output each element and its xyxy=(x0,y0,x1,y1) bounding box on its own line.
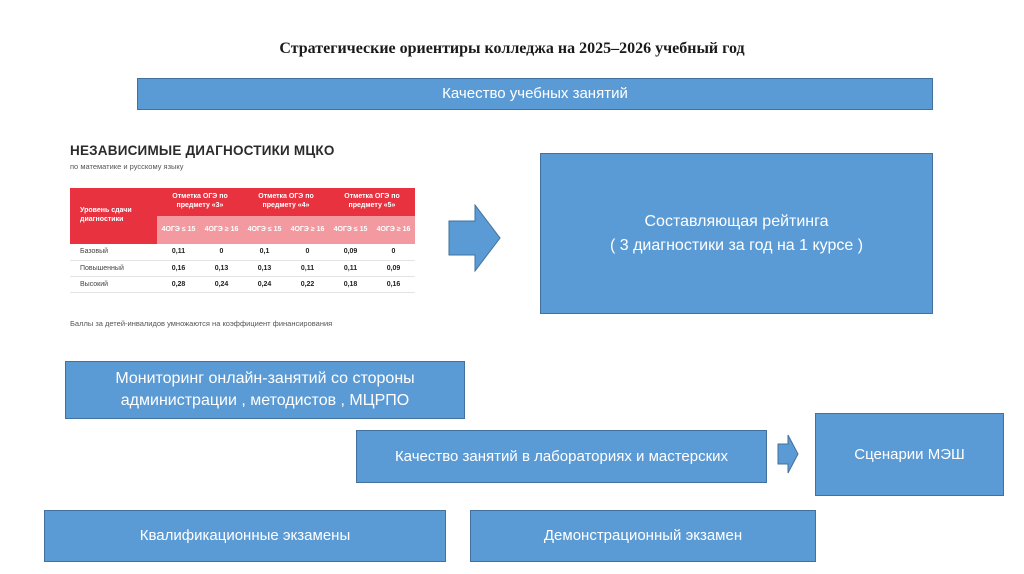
monitoring-line-1: Мониторинг онлайн-занятий со стороны xyxy=(115,370,415,388)
sub-header: 4ОГЭ ≥ 16 xyxy=(372,216,415,244)
table-cell: 0,1 xyxy=(243,244,286,260)
table-cell: 0 xyxy=(372,244,415,260)
diagnostics-table xyxy=(70,188,415,293)
rating-line-2: ( 3 диагностики за год на 1 курсе ) xyxy=(609,236,864,254)
sub-header: 4ОГЭ ≥ 16 xyxy=(200,216,243,244)
rating-box xyxy=(540,153,933,314)
table-cell: 0,11 xyxy=(286,260,329,276)
corner-header: Уровень сдачи диагностики xyxy=(70,188,157,244)
table-cell: 0,09 xyxy=(329,244,372,260)
arrow-right-icon xyxy=(448,204,502,272)
monitoring-box xyxy=(65,361,465,419)
diagnostics-subtitle: по математике и русскому языку xyxy=(70,162,184,171)
group-header: Отметка ОГЭ по предмету «3» xyxy=(157,188,243,216)
sub-header: 4ОГЭ ≤ 15 xyxy=(243,216,286,244)
table-cell: 0,28 xyxy=(157,276,200,292)
table-cell: 0 xyxy=(200,244,243,260)
mesh-box-label: Сценарии МЭШ xyxy=(854,445,965,463)
demo-exam-label: Демонстрационный экзамен xyxy=(543,527,743,545)
monitoring-line-2: администрации , методистов , МЦРПО xyxy=(120,392,410,409)
quality-box-label: Качество учебных занятий xyxy=(442,85,628,103)
table-cell: 0,13 xyxy=(243,260,286,276)
diagnostics-title: НЕЗАВИСИМЫЕ ДИАГНОСТИКИ МЦКО xyxy=(70,143,335,158)
group-header: Отметка ОГЭ по предмету «4» xyxy=(243,188,329,216)
table-row xyxy=(70,260,415,276)
table-row xyxy=(70,244,415,260)
rating-line-1: Составляющая рейтинга xyxy=(644,213,829,231)
group-header: Отметка ОГЭ по предмету «5» xyxy=(329,188,415,216)
table-cell: 0,16 xyxy=(372,276,415,292)
table-cell: 0,16 xyxy=(157,260,200,276)
slide-title: Стратегические ориентиры колледжа на 2025–2026 учебный год xyxy=(279,40,745,57)
table-cell: 0,24 xyxy=(200,276,243,292)
arrow-right-icon xyxy=(777,434,799,474)
table-cell: 0,13 xyxy=(200,260,243,276)
row-label: Повышенный xyxy=(70,260,157,276)
qualification-exams-box xyxy=(44,510,446,562)
table-cell: 0,11 xyxy=(329,260,372,276)
quality-box xyxy=(137,78,933,110)
qual-exam-label: Квалификационные экзамены xyxy=(139,527,351,545)
row-label: Базовый xyxy=(70,244,157,260)
labs-box-label: Качество занятий в лабораториях и мастерских xyxy=(394,447,729,465)
table-cell: 0,18 xyxy=(329,276,372,292)
table-cell: 0 xyxy=(286,244,329,260)
demo-exam-box xyxy=(470,510,816,562)
sub-header: 4ОГЭ ≥ 16 xyxy=(286,216,329,244)
diagnostics-picture xyxy=(70,143,415,335)
table-cell: 0,11 xyxy=(157,244,200,260)
mesh-scenarios-box xyxy=(815,413,1004,496)
table-cell: 0,09 xyxy=(372,260,415,276)
row-label: Высокий xyxy=(70,276,157,292)
table-cell: 0,24 xyxy=(243,276,286,292)
sub-header: 4ОГЭ ≤ 15 xyxy=(329,216,372,244)
table-row xyxy=(70,276,415,292)
table-cell: 0,22 xyxy=(286,276,329,292)
sub-header: 4ОГЭ ≤ 15 xyxy=(157,216,200,244)
labs-box xyxy=(356,430,767,483)
diagnostics-note: Баллы за детей-инвалидов умножаются на коэффициент финансирования xyxy=(70,319,333,328)
